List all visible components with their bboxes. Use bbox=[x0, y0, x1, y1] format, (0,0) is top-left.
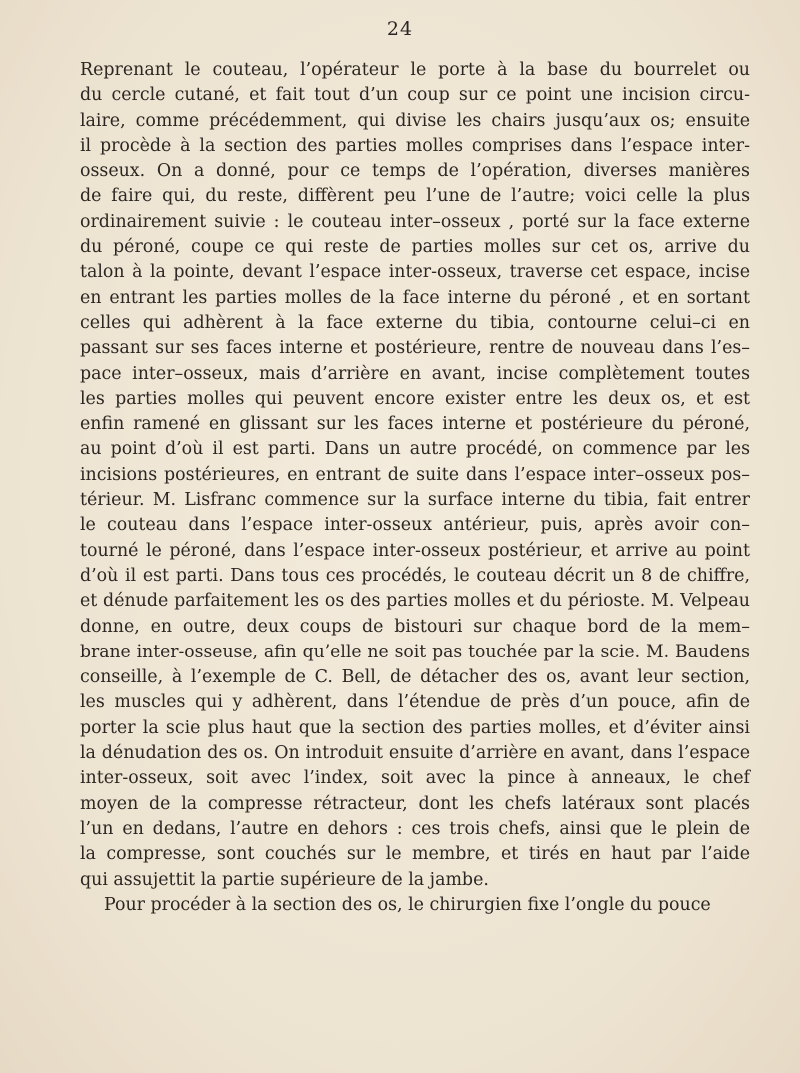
text-line: brane inter-osseuse, afin qu’elle ne soit pas touchée par la scie. M. Baudens bbox=[80, 641, 750, 662]
text-line: et dénude parfaitement les os des parties molles et du périoste. M. Velpeau bbox=[80, 591, 750, 612]
page-number: 24 bbox=[386, 18, 414, 40]
text-line: le couteau dans l’espace inter-osseux antérieur, puis, après avoir con– bbox=[80, 515, 750, 536]
text-line: conseille, à l’exemple de C. Bell, de détacher des os, avant leur section, bbox=[80, 667, 750, 688]
text-line: laire, comme précédemment, qui divise les chairs jusqu’aux os; ensuite bbox=[80, 110, 750, 131]
text-line: incisions postérieures, en entrant de suite dans l’espace inter–osseux pos– bbox=[80, 464, 750, 485]
text-line: donne, en outre, deux coups de bistouri sur chaque bord de la mem– bbox=[80, 616, 750, 637]
text-line: térieur. M. Lisfranc commence sur la surface interne du tibia, fait entrer bbox=[80, 490, 750, 511]
text-line: au point d’où il est parti. Dans un autre procédé, on commence par les bbox=[80, 439, 750, 460]
text-line: Pour procéder à la section des os, le chirurgien fixe l’ongle du pouce bbox=[104, 894, 711, 915]
text-line: passant sur ses faces interne et postérieure, rentre de nouveau dans l’es– bbox=[80, 338, 750, 359]
text-line: ordinairement suivie : le couteau inter–osseux , porté sur la face externe bbox=[80, 211, 750, 232]
text-line: les muscles qui y adhèrent, dans l’étendue de près d’un pouce, afin de bbox=[80, 692, 750, 713]
text-line: osseux. On a donné, pour ce temps de l’opération, diverses manières bbox=[80, 161, 750, 182]
text-line: porter la scie plus haut que la section des parties molles, et d’éviter ainsi bbox=[80, 717, 750, 738]
text-line: la dénudation des os. On introduit ensuite d’arrière en avant, dans l’espace bbox=[80, 743, 750, 764]
text-line: d’où il est parti. Dans tous ces procédés, le couteau décrit un 8 de chiffre, bbox=[80, 565, 750, 586]
text-line: du cercle cutané, et fait tout d’un coup sur ce point une incision circu- bbox=[80, 85, 750, 106]
text-line: de faire qui, du reste, diffèrent peu l’une de l’autre; voici celle la plus bbox=[80, 186, 750, 207]
text-line: du péroné, coupe ce qui reste de parties molles sur cet os, arrive du bbox=[80, 237, 750, 258]
text-line: enfin ramené en glissant sur les faces interne et postérieure du péroné, bbox=[80, 414, 750, 435]
text-line: en entrant les parties molles de la face interne du péroné , et en sortant bbox=[80, 287, 750, 308]
text-line: moyen de la compresse rétracteur, dont les chefs latéraux sont placés bbox=[80, 793, 750, 814]
text-line: il procède à la section des parties molles comprises dans l’espace inter- bbox=[80, 135, 750, 156]
text-line: qui assujettit la partie supérieure de la jambe. bbox=[80, 869, 489, 890]
text-line: talon à la pointe, devant l’espace inter-osseux, traverse cet espace, incise bbox=[80, 262, 750, 283]
text-line: celles qui adhèrent à la face externe du tibia, contourne celui–ci en bbox=[80, 312, 750, 333]
body-text bbox=[80, 58, 750, 918]
text-line: les parties molles qui peuvent encore exister entre les deux os, et est bbox=[80, 388, 750, 409]
text-line: pace inter–osseux, mais d’arrière en avant, incise complètement toutes bbox=[80, 363, 750, 384]
text-line: la compresse, sont couchés sur le membre, et tirés en haut par l’aide bbox=[80, 844, 750, 865]
text-line: l’un en dedans, l’autre en dehors : ces trois chefs, ainsi que le plein de bbox=[80, 818, 750, 839]
text-line: inter-osseux, soit avec l’index, soit avec la pince à anneaux, le chef bbox=[80, 768, 750, 789]
text-line: Reprenant le couteau, l’opérateur le porte à la base du bourrelet ou bbox=[80, 60, 750, 80]
text-line: tourné le péroné, dans l’espace inter-osseux postérieur, et arrive au point bbox=[80, 540, 750, 561]
